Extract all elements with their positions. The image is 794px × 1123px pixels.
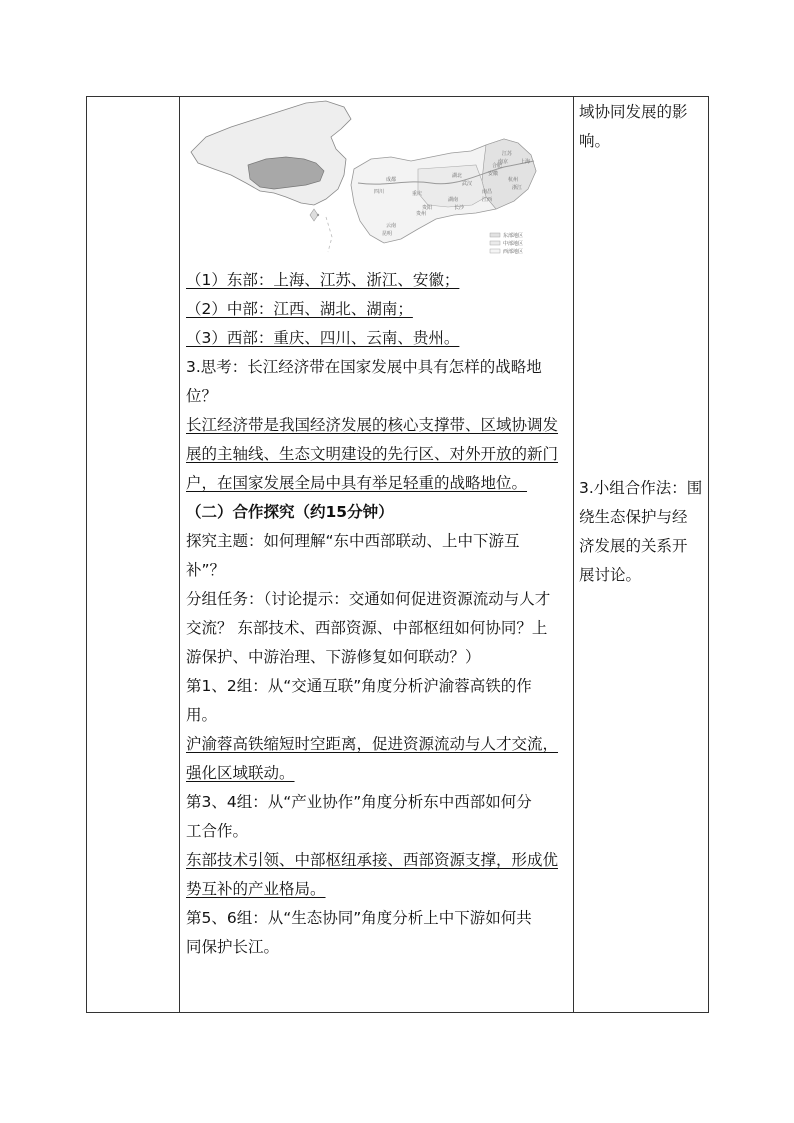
method-text: 绕生态保护与经 <box>579 508 688 526</box>
method-text: 3.小组合作法：围 <box>579 479 703 497</box>
legend-west: 西部地区 <box>503 249 524 255</box>
group-3-4-question: 第3、4组：从“产业协作”角度分析东中西部如何分 <box>186 793 532 811</box>
group-task: 交流？ 东部技术、西部资源、中部枢纽如何协同？上 <box>186 619 548 637</box>
map-legend <box>490 232 523 255</box>
method-text: 济发展的关系开 <box>579 537 688 555</box>
map-label: 昆明 <box>382 231 393 237</box>
map-label: 成都 <box>386 177 397 183</box>
think-answer: 户，在国家发展全局中具有举足轻重的战略地位。 <box>186 474 528 492</box>
group-3-4-answer: 势互补的产业格局。 <box>186 880 326 898</box>
region-central: （2）中部：江西、湖北、湖南； <box>186 300 413 318</box>
group-3-4-answer: 东部技术引领、中部枢纽承接、西部资源支撑，形成优 <box>186 851 559 869</box>
region-east: （1）东部：上海、江苏、浙江、安徽； <box>186 271 460 289</box>
think-answer: 长江经济带是我国经济发展的核心支撑带、区域协调发 <box>186 416 559 434</box>
map-label: 合肥 <box>492 163 503 169</box>
intent-continued: 域协同发展的影 <box>579 103 688 121</box>
right-column <box>579 98 703 156</box>
map-label: 贵阳 <box>422 205 433 211</box>
map-label: 上海 <box>520 159 531 165</box>
method-text: 展讨论。 <box>579 566 642 584</box>
map-label: 武汉 <box>462 181 473 187</box>
yangtze-belt-detail-map <box>351 139 536 243</box>
china-outline-map <box>191 101 351 252</box>
think-answer: 展的主轴线、生态文明建设的先行区、对外开放的新门 <box>186 445 559 463</box>
intent-continued: 响。 <box>579 132 611 150</box>
map-label: 湖北 <box>452 173 463 179</box>
inquiry-topic: 补”？ <box>186 561 226 579</box>
map-label: 安徽 <box>488 171 499 177</box>
group-task: 游保护、中游治理、下游修复如何联动？） <box>186 648 481 666</box>
group-5-6-question: 第5、6组：从“生态协同”角度分析上中下游如何共 <box>186 909 532 927</box>
column-divider-2 <box>573 97 574 1012</box>
map-label: 长沙 <box>454 205 465 211</box>
map-label: 南京 <box>498 159 509 165</box>
inquiry-topic: 探究主题：如何理解“东中西部联动、上中下游互 <box>186 532 520 550</box>
column-divider-1 <box>179 97 180 1012</box>
map-label: 杭州 <box>508 177 519 183</box>
legend-east: 东部地区 <box>503 233 524 239</box>
think-question: 位？ <box>186 387 218 405</box>
map-label: 浙江 <box>512 185 523 191</box>
map-label: 重庆 <box>412 191 423 197</box>
yangtze-economic-belt-map <box>186 97 566 265</box>
group-5-6-question: 同保护长江。 <box>186 938 280 956</box>
think-question: 3.思考：长江经济带在国家发展中具有怎样的战略地 <box>186 358 542 376</box>
group-3-4-question: 工合作。 <box>186 822 249 840</box>
group-1-2-answer: 强化区域联动。 <box>186 764 295 782</box>
map-label: 南昌 <box>482 189 493 195</box>
group-1-2-question: 用。 <box>186 706 218 724</box>
map-label: 贵州 <box>416 211 427 217</box>
map-label: 云南 <box>386 223 397 229</box>
map-label: 江苏 <box>502 151 513 157</box>
map-label: 四川 <box>374 189 385 195</box>
map-label: 江西 <box>482 197 493 203</box>
right-column-method <box>579 474 703 590</box>
section-heading: （二）合作探究（约15分钟） <box>186 503 394 521</box>
map-label: 湖南 <box>448 197 459 203</box>
group-1-2-question: 第1、2组：从“交通互联”角度分析沪渝蓉高铁的作 <box>186 677 532 695</box>
group-task: 分组任务：（讨论提示：交通如何促进资源流动与人才 <box>186 590 551 608</box>
region-west: （3）西部：重庆、四川、云南、贵州。 <box>186 329 460 347</box>
legend-central: 中部地区 <box>503 241 524 247</box>
group-1-2-answer: 沪渝蓉高铁缩短时空距离，促进资源流动与人才交流， <box>186 735 559 753</box>
main-column <box>186 266 566 962</box>
